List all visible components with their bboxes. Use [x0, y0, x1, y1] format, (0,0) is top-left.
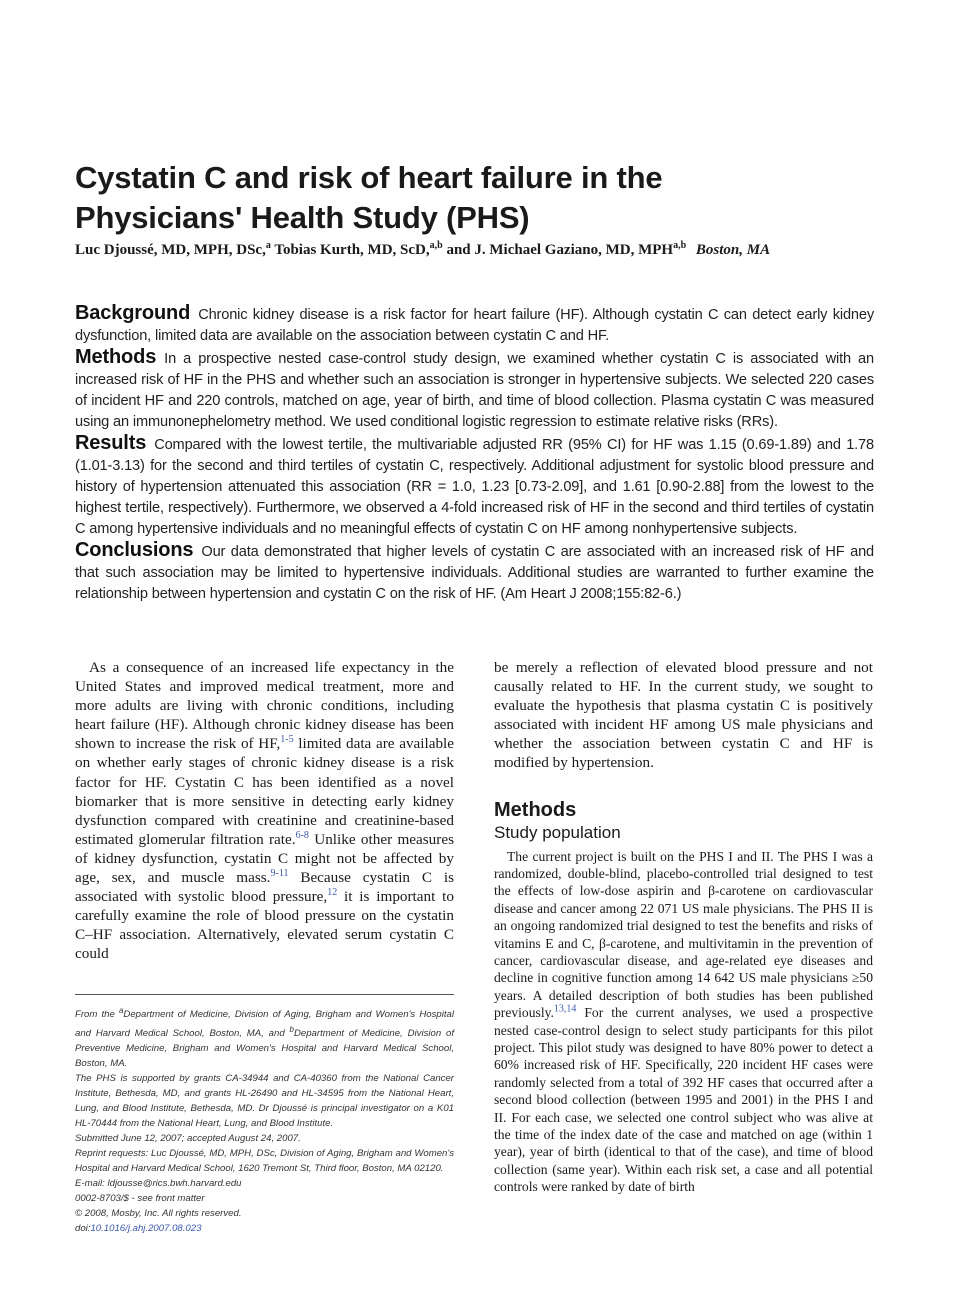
abstract-results-heading: Results: [75, 432, 147, 454]
affiliation-sup-a: a: [118, 1006, 124, 1015]
methods-text-2: For the current analyses, we used a prospective nested case-control design to select study participants for this pilot project. This pilot study was designed to have 80% power to detect a 60% increased risk of HF. Specifically, 220 incident HF cases were randomly selected from a total of 392 HF cases that occurred after a second blood collection (between 1995 and 2001) in the PHS I and II. For each case, we selected one control subject who was alive at the time of the index date of the case and matched on age (within 1 year), year of birth (identical to that of the case), and time of blood collection (same year). Within each risk set, a case and all potential controls were ranked by date of birth: [494, 1005, 873, 1195]
footnote-issn: 0002-8703/$ - see front matter: [75, 1193, 205, 1205]
abstract-conclusions-text: Our data demonstrated that higher levels of cystatin C are associated with an increased risk of HF and that such association may be limited to hypertensive individuals. Additional studies are warranted to further examine the relationship between hypertension and cystatin C on the risk of HF. (Am Heart J 2008;155:82-6.): [75, 544, 874, 602]
affiliation-sup-b: b: [289, 1025, 294, 1035]
abstract-methods-heading: Methods: [75, 346, 157, 368]
right-column: [494, 658, 873, 1196]
footnote-email: E-mail: ldjousse@rics.bwh.harvard.edu: [75, 1178, 242, 1190]
title-line-1: Cystatin C and risk of heart failure in the: [75, 160, 663, 195]
section-heading-methods: Methods: [494, 798, 577, 821]
affiliation-text-2: Department of Medicine, Division of Aging, Brigham and Women's Hospital and Harvard Medical School, Boston, MA, and: [75, 1009, 454, 1040]
citation-link[interactable]: 13,14: [553, 1003, 577, 1015]
citation-link[interactable]: 9-11: [270, 867, 289, 879]
author-2: Tobias Kurth, MD, ScD,: [274, 242, 430, 258]
citation-link[interactable]: 1-5: [280, 734, 294, 746]
footnote-copyright: © 2008, Mosby, Inc. All rights reserved.: [75, 1208, 242, 1220]
abstract-background: [75, 303, 874, 347]
author-1-affiliation: a: [265, 240, 271, 251]
affiliation-text-3: Department of Medicine, Division of Preventive Medicine, Brigham and Women's Hospital and Harvard Medical School, Boston, MA.: [75, 1028, 454, 1070]
author-3-affiliation: a,b: [673, 240, 687, 251]
footnote-support: The PHS is supported by grants CA-34944 and CA-40360 from the National Cancer Institute, Bethesda, MD, and grants HL-26490 and HL-34595 from the National Heart, Lung, and Blood Institute, Bethesda, MD. Dr Djoussé is principal investigator on a K01 HL-70444 from the National Heart, Lung, and Blood Institute.: [75, 1073, 454, 1130]
author-3: and J. Michael Gaziano, MD, MPH: [446, 242, 674, 258]
footnote-submitted: Submitted June 12, 2007; accepted August 24, 2007.: [75, 1133, 301, 1145]
abstract-methods: [75, 347, 874, 433]
intro-text-3: Unlike other measures of kidney dysfunction, cystatin C might not be affected by age, sex, and muscle mass.: [75, 830, 454, 887]
footnote-affiliations: [75, 1003, 454, 1071]
footnote-doi: [75, 1221, 454, 1236]
abstract-results: [75, 433, 874, 540]
intro-continuation: be merely a reflection of elevated blood pressure and not causally related to HF. In the current study, we sought to evaluate the hypothesis that plasma cystatin C is positively associated with incident HF among US male physicians and whether the association between cystatin C and HF is modified by hypertension.: [494, 659, 873, 772]
intro-text-4: Because cystatin C is associated with systolic blood pressure,: [75, 869, 454, 906]
doi-label: doi:: [75, 1223, 91, 1235]
abstract: [75, 303, 874, 605]
author-list: [75, 240, 935, 259]
citation-link[interactable]: 6-8: [295, 829, 309, 841]
abstract-conclusions: [75, 540, 874, 605]
article-title: [75, 158, 875, 238]
author-location: Boston, MA: [695, 242, 771, 258]
footnote-reprints: Reprint requests: Luc Djoussé, MD, MPH, DSc, Division of Aging, Brigham and Women's Hospital and Harvard Medical School, 1620 Tremont St, Third floor, Boston, MA 02120.: [75, 1148, 454, 1175]
author-2-affiliation: a,b: [429, 240, 443, 251]
abstract-methods-text: In a prospective nested case-control study design, we examined whether cystatin C is associated with an increased risk of HF in the PHS and whether such an association is stronger in hypertensive subjects. We selected 220 cases of incident HF and 220 controls, matched on age, year of birth, and time of blood collection. Plasma cystatin C was measured using an immunonephelometry method. We used conditional logistic regression to estimate relative risks (RRs).: [75, 351, 874, 430]
affiliation-text-1: From the: [75, 1009, 119, 1021]
intro-text-1: As a consequence of an increased life expectancy in the United States and improved medical treatment, more and more adults are living with chronic conditions, including heart failure (HF). Although chronic kidney disease has been shown to increase the risk of HF,: [75, 659, 454, 753]
footnote-divider: [75, 994, 454, 995]
citation-link[interactable]: 12: [327, 887, 338, 899]
methods-paragraph: [494, 848, 873, 1196]
abstract-results-text: Compared with the lowest tertile, the multivariable adjusted RR (95% CI) for HF was 1.15 (0.69-1.89) and 1.78 (1.01-3.13) for the second and third tertiles of cystatin C, respectively. Additional adjustment for systolic blood pressure and history of hypertension attenuated this association (RR = 1.0, 1.23 [0.73-2.09], and 1.61 [0.90-2.88] from the lowest to the highest tertile, respectively). Furthermore, we observed a 4-fold increased risk of HF in the second and third tertiles of cystatin C among hypertensive individuals and no meaningful effects of cystatin C on HF among nonhypertensive subjects.: [75, 437, 874, 537]
footnotes: [75, 1003, 454, 1236]
methods-text-1: The current project is built on the PHS I and II. The PHS I was a randomized, double-blind, placebo-controlled trial designed to test the effects of low-dose aspirin and β-carotene on cardiovascular disease and cancer among 22 071 US male physicians. The PHS II is an ongoing randomized trial designed to test the benefits and risks of vitamins E and C, β-carotene, and multivitamin in the prevention of cancer, cardiovascular disease, and age-related eye diseases and decline in cognitive function among 14 642 US male physicians ≥50 years. A detailed description of both studies has been published previously.: [494, 848, 873, 1021]
intro-text-2: limited data are available on whether early stages of chronic kidney disease is a risk factor for HF. Cystatin C has been identified as a novel biomarker that is more sensitive in detecting early kidney dysfunction compared with creatinine and creatinine-based estimated glomerular filtration rate.: [75, 735, 455, 848]
subsection-heading-study-population: Study population: [494, 822, 621, 842]
doi-link[interactable]: 10.1016/j.ahj.2007.08.023: [90, 1223, 202, 1235]
title-line-2: Physicians' Health Study (PHS): [75, 200, 530, 235]
author-1: Luc Djoussé, MD, MPH, DSc,: [75, 242, 266, 258]
intro-paragraph: [75, 658, 454, 964]
abstract-background-heading: Background: [75, 302, 191, 324]
abstract-background-text: Chronic kidney disease is a risk factor for heart failure (HF). Although cystatin C can detect early kidney dysfunction, limited data are available on the association between cystatin C and HF.: [75, 307, 874, 344]
intro-text-5: it is important to carefully examine the role of blood pressure on the cystatin C–HF association. Alternatively, elevated serum cystatin C could: [75, 888, 454, 963]
abstract-conclusions-heading: Conclusions: [75, 539, 194, 561]
left-column: [75, 658, 454, 964]
